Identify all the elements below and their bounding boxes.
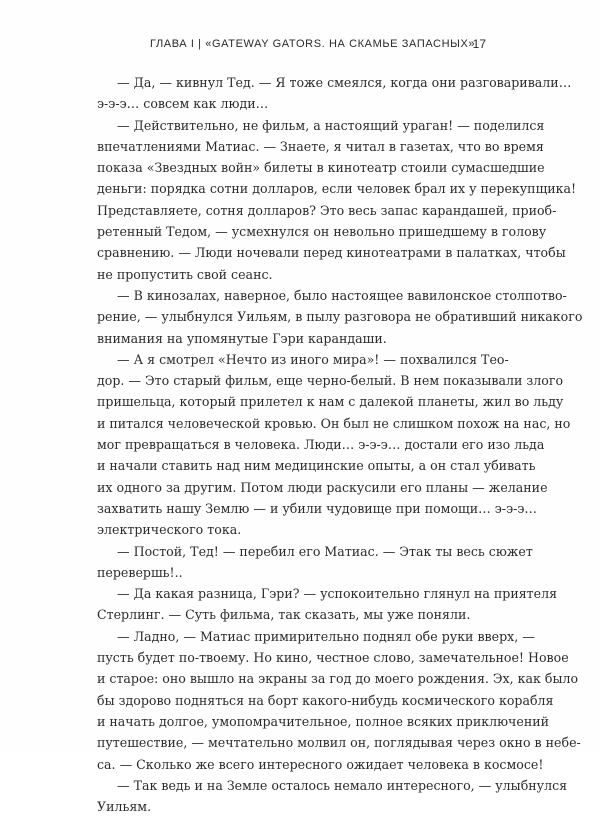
text-line: дор. — Это старый фильм, еще черно-белый. В нем показывали злого	[97, 373, 564, 389]
text-line: — Да какая разница, Гэри? — успокоительно глянул на приятеля	[117, 586, 558, 602]
text-line: бы здорово подняться на борт какого-нибудь космического корабля	[97, 692, 554, 708]
paragraph	[97, 72, 572, 115]
paragraph	[97, 775, 568, 817]
text-line: — Действительно, не фильм, а настоящий ураган! — поделился	[117, 117, 545, 133]
running-head	[150, 38, 486, 56]
text-line: пришельца, который прилетел к нам с далекой планеты, жил во льду	[97, 394, 564, 410]
body-text	[97, 72, 583, 817]
paragraph	[97, 541, 533, 584]
text-line: — Ладно, — Матиас примирительно поднял обе руки вверх, —	[117, 628, 535, 644]
text-line: и старое: оно вышло на экраны за год до моего рождения. Эх, как было	[97, 671, 579, 687]
text-line: ретенный Тедом, — усмехнулся он невольно пришедшему в голову	[97, 224, 547, 240]
text-line: пусть будет по-твоему. Но кино, честное слово, замечательное! Новое	[97, 650, 569, 666]
text-line: — Да, — кивнул Тед. — Я тоже смеялся, когда они разговаривали…	[117, 75, 572, 90]
text-line: — В кинозалах, наверное, было настоящее вавилонское столпотво-	[117, 287, 567, 303]
text-line: и питался человеческой кровью. Он был не слишком похож на нас, но	[97, 415, 571, 431]
text-line: внимания на упомянутые Гэри карандаши.	[97, 330, 387, 346]
chapter-title: ГЛАВА I | «GATEWAY GATORS. НА СКАМЬЕ ЗАПАСНЫХ»	[150, 38, 476, 50]
text-line: электрического тока.	[97, 522, 242, 538]
page-number: 17	[472, 37, 486, 51]
text-line: Стерлинг. — Суть фильма, так сказать, мы уже поняли.	[97, 607, 471, 623]
text-line: Уильям.	[97, 799, 152, 815]
text-line: Представляете, сотня долларов? Это весь запас карандашей, приоб-	[97, 202, 557, 218]
text-line: показа «Звездных войн» билеты в кинотеатр стоили сумасшедшие	[97, 160, 545, 176]
text-line: — Так ведь и на Земле осталось немало интересного, — улыбнулся	[117, 777, 568, 793]
text-line: э-э-э… совсем как люди…	[97, 96, 269, 112]
text-line: деньги: порядка сотни долларов, если человек брал их у перекупщика!	[97, 181, 577, 197]
text-line: захватить нашу Землю — и убили чудовище при помощи… э-э-э…	[97, 500, 538, 516]
paragraph	[97, 583, 558, 626]
text-line: мог превращаться в человека. Люди… э-э-э… достали его изо льда	[97, 437, 545, 453]
text-line: и начать долгое, умопомрачительное, полное всяких приключений	[97, 713, 550, 729]
text-line: их одного за другим. Потом люди раскусили его планы — желание	[97, 479, 548, 495]
text-line: не пропустить свой сеанс.	[97, 266, 273, 282]
paragraph	[97, 349, 571, 541]
text-line: перевершь!..	[97, 564, 183, 580]
text-line: са. — Сколько же всего интересного ожидает человека в космосе!	[97, 756, 544, 772]
paragraph	[97, 285, 583, 349]
paragraph	[97, 115, 577, 285]
text-line: путешествие, — мечтательно молвил он, поглядывая через окно в небе-	[97, 735, 581, 751]
text-line: — А я смотрел «Нечто из иного мира»! — похвалился Тео-	[117, 351, 509, 367]
text-line: — Постой, Тед! — перебил его Матиас. — Этак ты весь сюжет	[117, 543, 533, 559]
text-line: рение, — улыбнулся Уильям, в пылу разговора не обративший никакого	[97, 309, 583, 325]
paragraph	[97, 626, 581, 775]
text-line: сравнению. — Люди ночевали перед кинотеатрами в палатках, чтобы	[97, 245, 566, 261]
text-line: и начали ставить над ним медицинские опыты, а он стал убивать	[97, 458, 536, 474]
text-line: впечатлениями Матиас. — Знаете, я читал в газетах, что во время	[97, 138, 544, 154]
